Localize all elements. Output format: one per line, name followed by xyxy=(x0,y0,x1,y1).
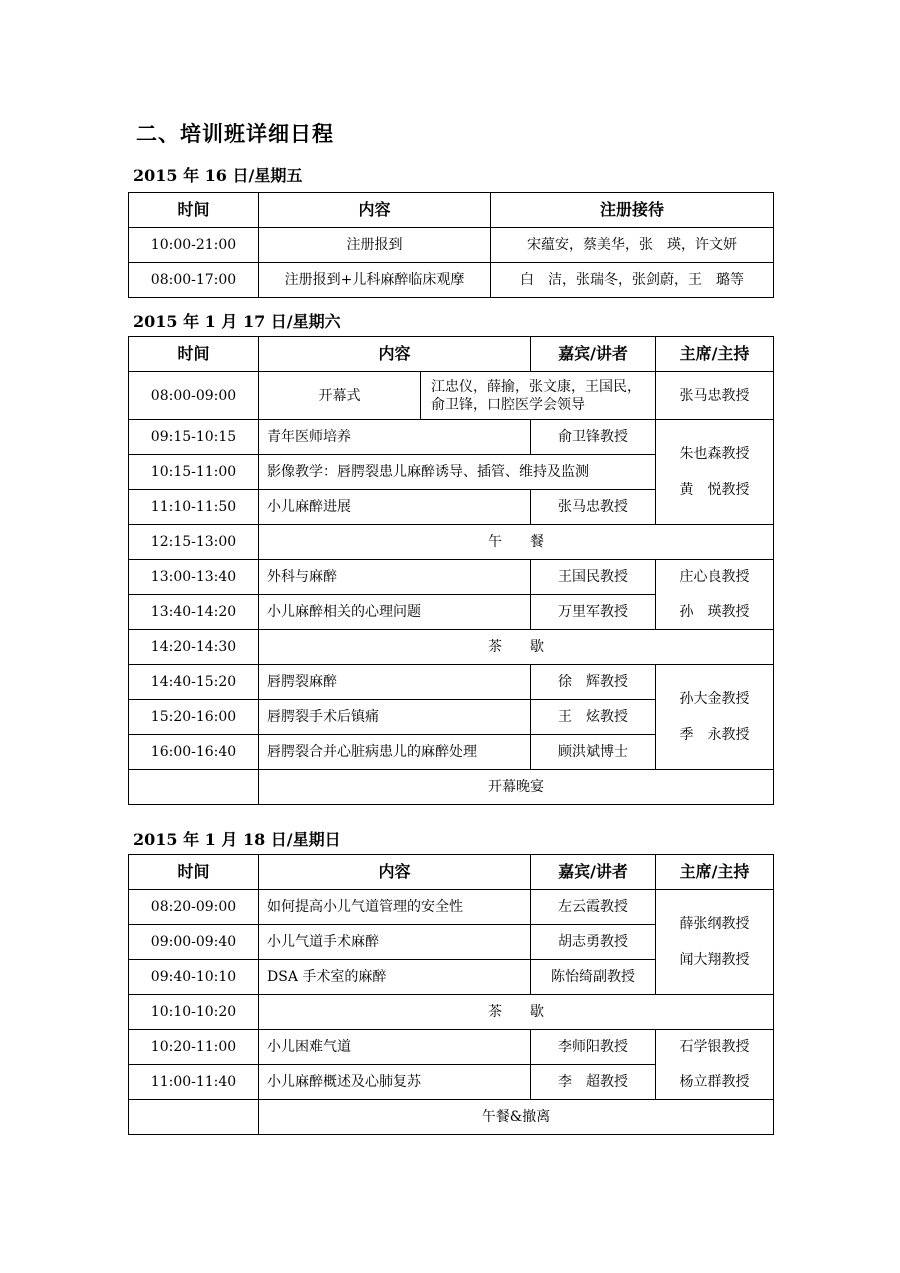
content-cell: 唇腭裂麻醉 xyxy=(259,665,531,700)
speaker-cell: 张马忠教授 xyxy=(531,490,656,525)
guests-cell xyxy=(421,372,656,420)
chair-name: 闻大翔教授 xyxy=(679,952,750,968)
time-cell: 10:10-10:20 xyxy=(129,995,259,1030)
content-cell: 小儿气道手术麻醉 xyxy=(259,925,531,960)
staff-cell: 宋蕴安，蔡美华，张 瑛，许文妍 xyxy=(491,228,774,263)
time-cell: 15:20-16:00 xyxy=(129,700,259,735)
time-cell: 13:40-14:20 xyxy=(129,595,259,630)
header-time: 时间 xyxy=(129,855,259,890)
tea-break-row xyxy=(129,995,774,1030)
speaker-cell: 李 超教授 xyxy=(531,1065,656,1100)
day1-title: 2015 年 16 日/星期五 xyxy=(133,166,303,185)
time-cell: 14:40-15:20 xyxy=(129,665,259,700)
table-row xyxy=(129,420,774,455)
closing-row xyxy=(129,1100,774,1135)
time-cell: 11:10-11:50 xyxy=(129,490,259,525)
section-title: 二、培训班详细日程 xyxy=(136,121,334,146)
content-cell: 青年医师培养 xyxy=(259,420,531,455)
content-cell: 小儿麻醉相关的心理问题 xyxy=(259,595,531,630)
staff-cell: 白 洁，张瑞冬，张剑蔚，王 璐等 xyxy=(491,263,774,298)
time-cell xyxy=(129,770,259,805)
break-label: 茶 歇 xyxy=(259,630,774,665)
content-cell: 注册报到 xyxy=(259,228,491,263)
chair-name: 孙大金教授 xyxy=(679,691,750,707)
chair-cell: 庄心良教授 xyxy=(656,560,774,595)
lunch-row xyxy=(129,525,774,560)
speaker-cell: 顾洪斌博士 xyxy=(531,735,656,770)
opening-row xyxy=(129,372,774,420)
break-label: 茶 歇 xyxy=(259,995,774,1030)
content-cell: 小儿麻醉进展 xyxy=(259,490,531,525)
speaker-cell: 王国民教授 xyxy=(531,560,656,595)
time-cell: 16:00-16:40 xyxy=(129,735,259,770)
closing-label: 午餐&撤离 xyxy=(259,1100,774,1135)
time-cell: 14:20-14:30 xyxy=(129,630,259,665)
content-cell: 影像教学：唇腭裂患儿麻醉诱导、插管、维持及监测 xyxy=(259,455,656,490)
time-cell: 12:15-13:00 xyxy=(129,525,259,560)
speaker-cell: 万里军教授 xyxy=(531,595,656,630)
table-row xyxy=(129,560,774,595)
day1-schedule-table xyxy=(128,192,774,298)
chair-cell xyxy=(656,665,774,770)
table-row xyxy=(129,665,774,700)
speaker-cell: 李师阳教授 xyxy=(531,1030,656,1065)
table-header-row xyxy=(129,855,774,890)
content-cell: 唇腭裂手术后镇痛 xyxy=(259,700,531,735)
header-reception: 注册接待 xyxy=(491,193,774,228)
time-cell: 08:20-09:00 xyxy=(129,890,259,925)
time-cell: 11:00-11:40 xyxy=(129,1065,259,1100)
day2-schedule-table xyxy=(128,336,774,805)
time-cell: 10:20-11:00 xyxy=(129,1030,259,1065)
dinner-label: 开幕晚宴 xyxy=(259,770,774,805)
time-cell: 10:00-21:00 xyxy=(129,228,259,263)
table-row xyxy=(129,1065,774,1100)
time-cell xyxy=(129,1100,259,1135)
chair-cell xyxy=(656,420,774,525)
content-cell: 外科与麻醉 xyxy=(259,560,531,595)
time-cell: 13:00-13:40 xyxy=(129,560,259,595)
speaker-cell: 左云霞教授 xyxy=(531,890,656,925)
chair-cell: 杨立群教授 xyxy=(656,1065,774,1100)
header-content: 内容 xyxy=(259,337,531,372)
time-cell: 09:40-10:10 xyxy=(129,960,259,995)
chair-cell: 张马忠教授 xyxy=(656,372,774,420)
table-row xyxy=(129,263,774,298)
header-chair: 主席/主持 xyxy=(656,855,774,890)
speaker-cell: 王 炫教授 xyxy=(531,700,656,735)
content-cell: 小儿麻醉概述及心肺复苏 xyxy=(259,1065,531,1100)
header-chair: 主席/主持 xyxy=(656,337,774,372)
guests-line: 俞卫锋，口腔医学会领导 xyxy=(431,396,585,413)
break-label: 午 餐 xyxy=(259,525,774,560)
dinner-row xyxy=(129,770,774,805)
chair-cell xyxy=(656,890,774,995)
day3-title: 2015 年 1 月 18 日/星期日 xyxy=(133,830,341,849)
table-row xyxy=(129,595,774,630)
time-cell: 09:15-10:15 xyxy=(129,420,259,455)
content-cell: 如何提高小儿气道管理的安全性 xyxy=(259,890,531,925)
table-row xyxy=(129,1030,774,1065)
content-cell: DSA 手术室的麻醉 xyxy=(259,960,531,995)
table-header-row xyxy=(129,193,774,228)
header-time: 时间 xyxy=(129,193,259,228)
speaker-cell: 陈怡绮副教授 xyxy=(531,960,656,995)
content-cell: 开幕式 xyxy=(259,372,421,420)
day3-schedule-table xyxy=(128,854,774,1135)
header-speaker: 嘉宾/讲者 xyxy=(531,855,656,890)
day2-title: 2015 年 1 月 17 日/星期六 xyxy=(133,312,341,331)
header-content: 内容 xyxy=(259,855,531,890)
speaker-cell: 徐 辉教授 xyxy=(531,665,656,700)
chair-name: 黄 悦教授 xyxy=(679,482,750,498)
content-cell: 唇腭裂合并心脏病患儿的麻醉处理 xyxy=(259,735,531,770)
header-speaker: 嘉宾/讲者 xyxy=(531,337,656,372)
speaker-cell: 胡志勇教授 xyxy=(531,925,656,960)
content-cell: 小儿困难气道 xyxy=(259,1030,531,1065)
time-cell: 10:15-11:00 xyxy=(129,455,259,490)
speaker-cell: 俞卫锋教授 xyxy=(531,420,656,455)
time-cell: 09:00-09:40 xyxy=(129,925,259,960)
chair-cell: 孙 瑛教授 xyxy=(656,595,774,630)
table-row xyxy=(129,228,774,263)
time-cell: 08:00-09:00 xyxy=(129,372,259,420)
header-content: 内容 xyxy=(259,193,491,228)
guests-line: 江忠仪，薛揄，张文康，王国民， xyxy=(431,378,641,395)
chair-name: 季 永教授 xyxy=(679,727,750,743)
chair-name: 薛张纲教授 xyxy=(679,916,750,932)
time-cell: 08:00-17:00 xyxy=(129,263,259,298)
chair-cell: 石学银教授 xyxy=(656,1030,774,1065)
content-cell: 注册报到+儿科麻醉临床观摩 xyxy=(259,263,491,298)
table-header-row xyxy=(129,337,774,372)
table-row xyxy=(129,890,774,925)
tea-break-row xyxy=(129,630,774,665)
header-time: 时间 xyxy=(129,337,259,372)
chair-name: 朱也森教授 xyxy=(679,446,750,462)
